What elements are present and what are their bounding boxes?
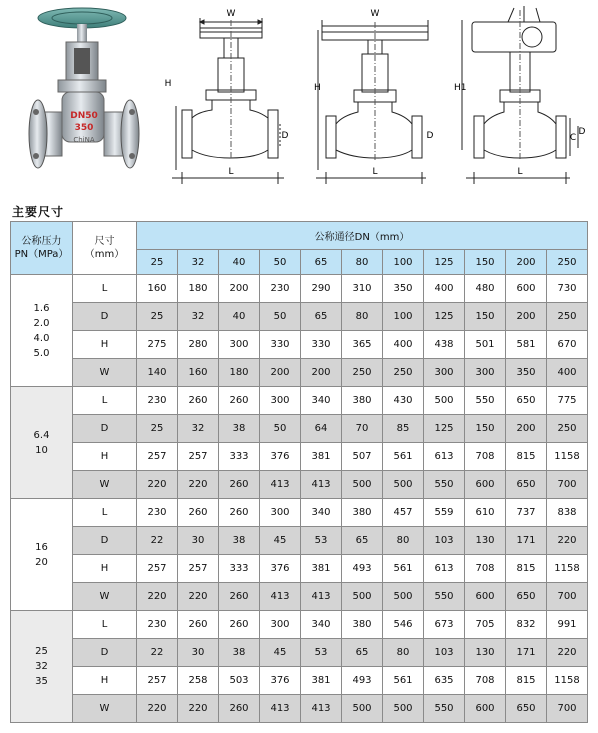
table-cell: 400 <box>383 331 424 359</box>
table-cell: 150 <box>465 303 506 331</box>
dim-l: L <box>372 167 378 177</box>
dn-header-cell: 250 <box>547 250 588 275</box>
pn-value: 2.0 <box>33 317 50 329</box>
row-label: L <box>73 387 137 415</box>
table-cell: 260 <box>219 583 260 611</box>
table-row <box>11 303 588 331</box>
table-cell: 150 <box>465 415 506 443</box>
table-cell: 22 <box>137 639 178 667</box>
table-cell: 430 <box>383 387 424 415</box>
table-cell: 413 <box>301 695 342 723</box>
table-cell: 413 <box>301 583 342 611</box>
table-cell: 260 <box>178 499 219 527</box>
row-label: D <box>73 639 137 667</box>
dim-d: D <box>578 127 586 137</box>
table-cell: 32 <box>178 415 219 443</box>
table-cell: 670 <box>547 331 588 359</box>
row-label: L <box>73 275 137 303</box>
table-cell: 400 <box>424 275 465 303</box>
table-cell: 700 <box>547 471 588 499</box>
pn-header-line1: 公称压力 <box>21 236 62 247</box>
row-label: D <box>73 303 137 331</box>
pn-value: 5.0 <box>33 347 50 359</box>
table-cell: 500 <box>383 695 424 723</box>
table-cell: 130 <box>465 527 506 555</box>
table-row <box>11 695 588 723</box>
table-cell: 480 <box>465 275 506 303</box>
table-cell: 340 <box>301 387 342 415</box>
dn-header: 公称通径DN（mm） <box>137 222 588 250</box>
row-label: W <box>73 695 137 723</box>
table-cell: 381 <box>301 555 342 583</box>
pn-value: 4.0 <box>33 332 50 344</box>
table-row <box>11 583 588 611</box>
table-cell: 260 <box>178 387 219 415</box>
table-cell: 708 <box>465 667 506 695</box>
pn-group-label <box>11 387 73 499</box>
table-cell: 350 <box>506 359 547 387</box>
table-cell: 53 <box>301 639 342 667</box>
table-row <box>11 331 588 359</box>
table-cell: 500 <box>383 471 424 499</box>
table-cell: 340 <box>301 499 342 527</box>
dn-header-cell: 100 <box>383 250 424 275</box>
table-cell: 730 <box>547 275 588 303</box>
pn-value: 10 <box>35 444 48 456</box>
table-cell: 610 <box>465 499 506 527</box>
dim-w: W <box>370 9 380 19</box>
table-cell: 258 <box>178 667 219 695</box>
dim-h: H <box>164 79 172 89</box>
table-cell: 1158 <box>547 667 588 695</box>
table-cell: 600 <box>465 695 506 723</box>
table-cell: 260 <box>219 387 260 415</box>
table-cell: 140 <box>137 359 178 387</box>
table-cell: 413 <box>301 471 342 499</box>
table-cell: 550 <box>424 583 465 611</box>
table-cell: 171 <box>506 639 547 667</box>
table-cell: 38 <box>219 527 260 555</box>
row-label: H <box>73 555 137 583</box>
table-cell: 561 <box>383 443 424 471</box>
table-cell: 230 <box>137 611 178 639</box>
row-label: W <box>73 583 137 611</box>
pn-header-line2: PN（MPa） <box>14 249 69 260</box>
table-cell: 500 <box>342 471 383 499</box>
table-cell: 815 <box>506 443 547 471</box>
dim-l: L <box>517 167 523 177</box>
dim-h: H <box>314 83 321 93</box>
table-row <box>11 415 588 443</box>
table-cell: 200 <box>506 415 547 443</box>
table-cell: 200 <box>260 359 301 387</box>
table-cell: 45 <box>260 527 301 555</box>
table-cell: 25 <box>137 303 178 331</box>
row-label: H <box>73 443 137 471</box>
row-label: W <box>73 471 137 499</box>
table-cell: 257 <box>137 667 178 695</box>
table-cell: 40 <box>219 303 260 331</box>
table-cell: 600 <box>465 471 506 499</box>
table-cell: 80 <box>383 527 424 555</box>
table-cell: 220 <box>547 527 588 555</box>
table-cell: 200 <box>219 275 260 303</box>
table-cell: 650 <box>506 695 547 723</box>
table-cell: 650 <box>506 471 547 499</box>
table-cell: 53 <box>301 527 342 555</box>
valve-figures <box>0 0 598 200</box>
table-cell: 500 <box>342 583 383 611</box>
table-row <box>11 471 588 499</box>
table-cell: 500 <box>342 695 383 723</box>
table-cell: 775 <box>547 387 588 415</box>
table-cell: 457 <box>383 499 424 527</box>
table-row <box>11 667 588 695</box>
table-cell: 501 <box>465 331 506 359</box>
photo-stamp-3: ChiNA <box>73 136 95 144</box>
dn-header-cell: 40 <box>219 250 260 275</box>
table-cell: 581 <box>506 331 547 359</box>
table-cell: 507 <box>342 443 383 471</box>
table-cell: 257 <box>178 555 219 583</box>
table-cell: 257 <box>137 443 178 471</box>
table-cell: 220 <box>178 583 219 611</box>
dn-header-cell: 125 <box>424 250 465 275</box>
table-row <box>11 499 588 527</box>
table-cell: 330 <box>260 331 301 359</box>
table-cell: 257 <box>178 443 219 471</box>
table-cell: 220 <box>178 471 219 499</box>
pn-value: 16 <box>35 541 48 553</box>
table-cell: 350 <box>383 275 424 303</box>
dim-l: L <box>228 167 234 177</box>
table-cell: 991 <box>547 611 588 639</box>
row-label: L <box>73 499 137 527</box>
table-cell: 413 <box>260 583 301 611</box>
table-cell: 333 <box>219 555 260 583</box>
table-cell: 380 <box>342 499 383 527</box>
table-cell: 365 <box>342 331 383 359</box>
table-row <box>11 611 588 639</box>
table-cell: 22 <box>137 527 178 555</box>
table-cell: 70 <box>342 415 383 443</box>
pn-header <box>11 222 73 275</box>
size-header-line1: 尺寸 <box>94 236 115 247</box>
table-cell: 25 <box>137 415 178 443</box>
table-cell: 500 <box>424 387 465 415</box>
table-cell: 300 <box>424 359 465 387</box>
table-cell: 330 <box>301 331 342 359</box>
table-cell: 413 <box>260 471 301 499</box>
pn-group-label <box>11 275 73 387</box>
dn-header-cell: 25 <box>137 250 178 275</box>
table-cell: 700 <box>547 695 588 723</box>
table-cell: 180 <box>178 275 219 303</box>
pn-value: 20 <box>35 556 48 568</box>
table-cell: 493 <box>342 667 383 695</box>
table-cell: 220 <box>137 471 178 499</box>
table-cell: 300 <box>260 499 301 527</box>
dimensions-body <box>11 275 588 723</box>
table-cell: 635 <box>424 667 465 695</box>
table-cell: 832 <box>506 611 547 639</box>
table-cell: 376 <box>260 667 301 695</box>
table-cell: 561 <box>383 555 424 583</box>
table-cell: 1158 <box>547 443 588 471</box>
table-cell: 171 <box>506 527 547 555</box>
table-cell: 559 <box>424 499 465 527</box>
dn-header-cell: 80 <box>342 250 383 275</box>
section-title: 主要尺寸 <box>12 205 65 219</box>
table-cell: 708 <box>465 443 506 471</box>
table-cell: 220 <box>178 695 219 723</box>
table-cell: 333 <box>219 443 260 471</box>
dn-header-cell: 150 <box>465 250 506 275</box>
table-cell: 100 <box>383 303 424 331</box>
table-cell: 600 <box>506 275 547 303</box>
table-cell: 85 <box>383 415 424 443</box>
table-cell: 50 <box>260 303 301 331</box>
dimensions-table <box>10 221 588 723</box>
table-cell: 550 <box>424 695 465 723</box>
dim-c: C <box>569 133 577 143</box>
table-cell: 376 <box>260 443 301 471</box>
table-cell: 30 <box>178 527 219 555</box>
photo-stamp-2: 350 <box>74 123 94 133</box>
table-cell: 380 <box>342 387 383 415</box>
table-cell: 80 <box>342 303 383 331</box>
table-cell: 130 <box>465 639 506 667</box>
pn-value: 32 <box>35 661 48 672</box>
table-cell: 673 <box>424 611 465 639</box>
pn-group-label <box>11 611 73 723</box>
pn-value: 35 <box>35 676 48 687</box>
table-cell: 700 <box>547 583 588 611</box>
table-cell: 413 <box>260 695 301 723</box>
table-cell: 65 <box>301 303 342 331</box>
table-cell: 65 <box>342 639 383 667</box>
table-cell: 613 <box>424 555 465 583</box>
table-cell: 230 <box>260 275 301 303</box>
table-cell: 300 <box>465 359 506 387</box>
table-cell: 561 <box>383 667 424 695</box>
table-cell: 250 <box>547 415 588 443</box>
table-cell: 260 <box>219 695 260 723</box>
table-cell: 38 <box>219 415 260 443</box>
row-label: H <box>73 667 137 695</box>
table-cell: 300 <box>219 331 260 359</box>
valve-drawing-1 <box>158 0 288 195</box>
table-cell: 1158 <box>547 555 588 583</box>
table-cell: 230 <box>137 499 178 527</box>
table-cell: 376 <box>260 555 301 583</box>
table-cell: 220 <box>547 639 588 667</box>
table-row <box>11 527 588 555</box>
dn-header-cell: 200 <box>506 250 547 275</box>
table-row <box>11 639 588 667</box>
dn-header-cell: 32 <box>178 250 219 275</box>
table-cell: 220 <box>137 583 178 611</box>
row-label: W <box>73 359 137 387</box>
table-cell: 546 <box>383 611 424 639</box>
pn-value: 1.6 <box>33 302 50 314</box>
dim-h1: H1 <box>454 83 467 93</box>
table-cell: 380 <box>342 611 383 639</box>
table-cell: 708 <box>465 555 506 583</box>
table-cell: 438 <box>424 331 465 359</box>
table-cell: 200 <box>506 303 547 331</box>
table-cell: 160 <box>137 275 178 303</box>
table-cell: 705 <box>465 611 506 639</box>
row-label: L <box>73 611 137 639</box>
pn-value: 25 <box>35 646 48 657</box>
table-row <box>11 555 588 583</box>
dn-header-cell: 50 <box>260 250 301 275</box>
table-cell: 310 <box>342 275 383 303</box>
table-cell: 103 <box>424 527 465 555</box>
table-cell: 300 <box>260 387 301 415</box>
table-cell: 180 <box>219 359 260 387</box>
table-cell: 65 <box>342 527 383 555</box>
table-cell: 80 <box>383 639 424 667</box>
table-cell: 50 <box>260 415 301 443</box>
table-cell: 250 <box>383 359 424 387</box>
dim-d: D <box>426 131 434 141</box>
table-cell: 400 <box>547 359 588 387</box>
table-cell: 125 <box>424 415 465 443</box>
table-cell: 257 <box>137 555 178 583</box>
size-header-line2: （mm） <box>84 249 125 260</box>
photo-stamp-1: DN50 <box>70 111 98 121</box>
table-cell: 220 <box>137 695 178 723</box>
dim-w: W <box>226 9 236 19</box>
table-cell: 550 <box>424 471 465 499</box>
table-cell: 650 <box>506 583 547 611</box>
table-cell: 64 <box>301 415 342 443</box>
table-cell: 500 <box>383 583 424 611</box>
row-label: D <box>73 527 137 555</box>
table-cell: 550 <box>465 387 506 415</box>
table-cell: 838 <box>547 499 588 527</box>
dim-d: D <box>281 131 288 141</box>
table-cell: 45 <box>260 639 301 667</box>
table-cell: 103 <box>424 639 465 667</box>
table-cell: 230 <box>137 387 178 415</box>
table-cell: 200 <box>301 359 342 387</box>
pn-value: 6.4 <box>33 429 50 441</box>
table-cell: 30 <box>178 639 219 667</box>
table-row <box>11 359 588 387</box>
valve-drawing-2 <box>312 0 442 195</box>
table-cell: 260 <box>219 499 260 527</box>
table-cell: 381 <box>301 443 342 471</box>
table-cell: 160 <box>178 359 219 387</box>
table-cell: 737 <box>506 499 547 527</box>
size-header <box>73 222 137 275</box>
table-cell: 260 <box>219 471 260 499</box>
table-cell: 613 <box>424 443 465 471</box>
table-row <box>11 387 588 415</box>
row-label: H <box>73 331 137 359</box>
table-cell: 815 <box>506 667 547 695</box>
table-cell: 260 <box>219 611 260 639</box>
valve-photo <box>0 0 160 195</box>
table-cell: 650 <box>506 387 547 415</box>
table-cell: 250 <box>342 359 383 387</box>
table-cell: 600 <box>465 583 506 611</box>
table-row <box>11 443 588 471</box>
table-cell: 340 <box>301 611 342 639</box>
table-cell: 280 <box>178 331 219 359</box>
valve-drawing-3 <box>452 0 592 195</box>
table-cell: 300 <box>260 611 301 639</box>
table-cell: 38 <box>219 639 260 667</box>
table-cell: 290 <box>301 275 342 303</box>
table-cell: 381 <box>301 667 342 695</box>
table-cell: 260 <box>178 611 219 639</box>
table-cell: 125 <box>424 303 465 331</box>
table-cell: 493 <box>342 555 383 583</box>
dn-header-cell: 65 <box>301 250 342 275</box>
row-label: D <box>73 415 137 443</box>
table-cell: 250 <box>547 303 588 331</box>
table-row <box>11 275 588 303</box>
table-cell: 503 <box>219 667 260 695</box>
pn-group-label <box>11 499 73 611</box>
table-cell: 815 <box>506 555 547 583</box>
table-cell: 32 <box>178 303 219 331</box>
table-cell: 275 <box>137 331 178 359</box>
